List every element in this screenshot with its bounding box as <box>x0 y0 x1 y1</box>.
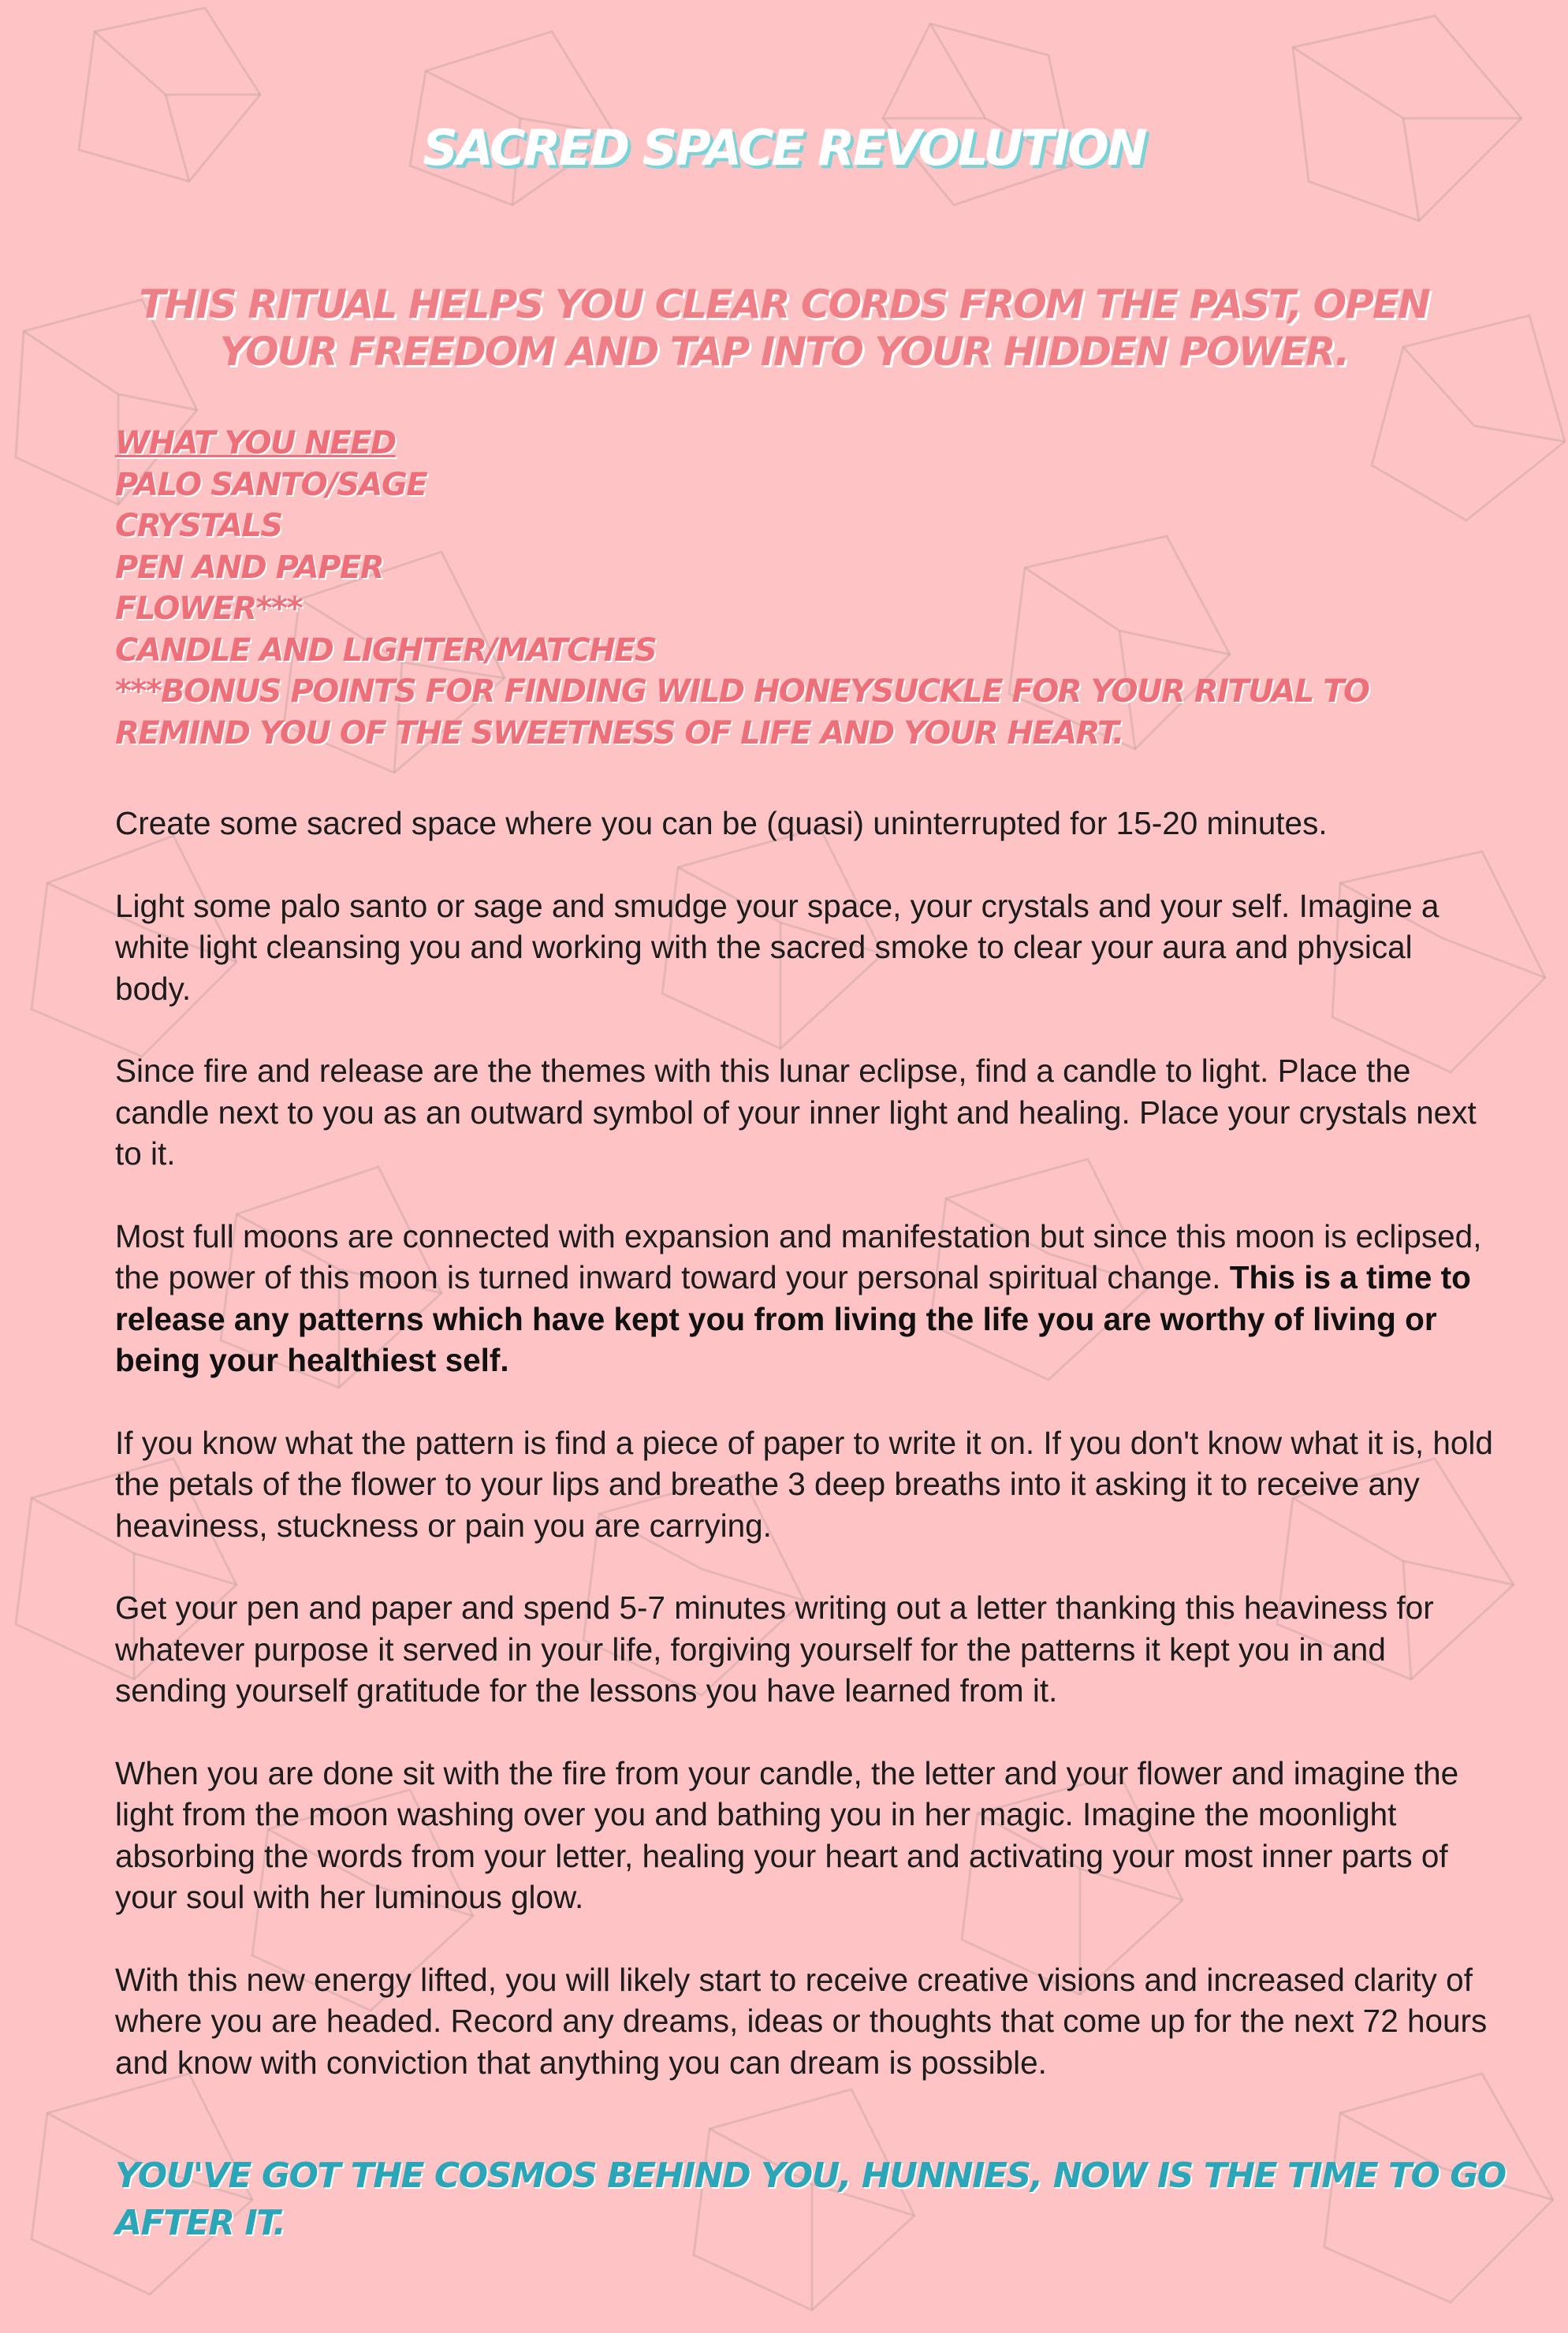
page-subtitle: THIS RITUAL HELPS YOU CLEAR CORDS FROM THE PAST, OPEN YOUR FREEDOM AND TAP INTO YOUR HIDDEN POWER. <box>139 281 1429 375</box>
paragraph-pattern: If you know what the pattern is find a piece of paper to write it on. If you don't know what it is, hold the petals of the flower to your lips and breathe 3 deep breaths into it asking it to receive any heaviness, stuckness or pain you are carrying. <box>115 1424 1493 1544</box>
list-item: CRYSTALS <box>115 508 282 544</box>
paragraph-sacred-space: Create some sacred space where you can be (quasi) uninterrupted for 15-20 minutes. <box>115 805 1328 841</box>
list-item: PALO SANTO/SAGE <box>115 466 427 503</box>
paragraph-new-energy: With this new energy lifted, you will likely start to receive creative visions and increased clarity of where you are headed. Record any dreams, ideas or thoughts that come up for the next 72 hours and know with conviction that anything you can dream is possible. <box>115 1961 1488 2081</box>
what-you-need-heading: WHAT YOU NEED <box>115 425 396 461</box>
paragraph-full-moon <box>115 1216 1495 1381</box>
list-item: CANDLE AND LIGHTER/MATCHES <box>115 632 657 669</box>
paragraph-moonlight: When you are done sit with the fire from your candle, the letter and your flower and imagine the light from the moon washing over you and bathing you in her magic. Imagine the moonlight absorbing the words from your letter, healing your heart and activating your most inner parts of your soul with her luminous glow. <box>115 1754 1459 1915</box>
full-moon-text: Most full moons are connected with expansion and manifestation but since this moon is eclipsed, the power of this moon is turned inward toward your personal spiritual change. <box>115 1217 1482 1295</box>
release-emphasis: This is a time to release any patterns which have kept you from living the life you are worthy of living or being your healthiest self. <box>115 1259 1471 1378</box>
list-item: PEN AND PAPER <box>115 549 384 586</box>
paragraph-candle: Since fire and release are the themes with this lunar eclipse, find a candle to light. Place the candle next to you as an outward symbol of your inner light and healing. Place your crystals next to it. <box>115 1053 1477 1172</box>
paragraph-letter: Get your pen and paper and spend 5-7 minutes writing out a letter thanking this heaviness for whatever purpose it served in your life, forgiving yourself for the patterns it kept you in and sending yourself gratitude for the lessons you have learned from it. <box>115 1589 1434 1709</box>
what-you-need-list <box>115 423 1471 754</box>
bonus-note: ***BONUS POINTS FOR FINDING WILD HONEYSUCKLE FOR YOUR RITUAL TO REMIND YOU OF THE SWEETNESS OF LIFE AND YOUR HEART. <box>115 673 1369 751</box>
list-item: FLOWER*** <box>115 591 302 627</box>
page-title: SACRED SPACE REVOLUTION <box>423 119 1145 177</box>
closing-line: YOU'VE GOT THE COSMOS BEHIND YOU, HUNNIES, NOW IS THE TIME TO GO AFTER IT. <box>115 2156 1506 2243</box>
ritual-instructions <box>115 803 1495 2124</box>
paragraph-smudge: Light some palo santo or sage and smudge your space, your crystals and your self. Imagine a white light cleansing you and working with the sacred smoke to clear your aura and physical body. <box>115 887 1440 1007</box>
